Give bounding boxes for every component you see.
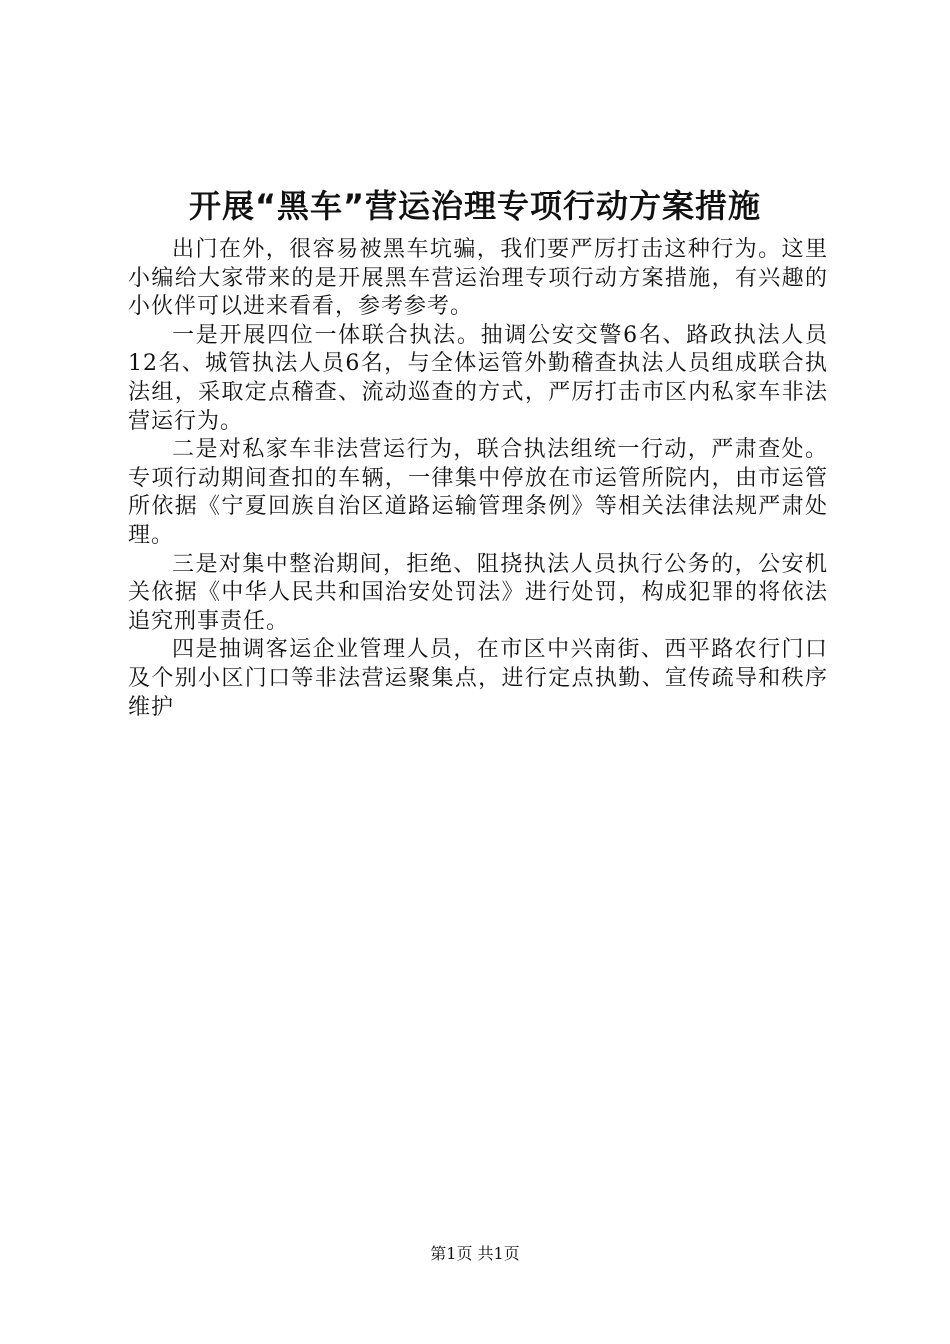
paragraph-item-3: 三是对集中整治期间，拒绝、阻挠执法人员执行公务的，公安机关依据《中华人民共和国治安处罚法》进行处罚，构成犯罪的将依法追究刑事责任。 xyxy=(128,551,828,634)
paragraph-item-1: 一是开展四位一体联合执法。抽调公安交警6名、路政执法人员12名、城管执法人员6名，与全体运管外勤稽查执法人员组成联合执法组，采取定点稽查、流动巡查的方式，严厉打击市区内私家车非法营运行为。 xyxy=(128,322,828,434)
document-body xyxy=(128,236,828,722)
page-footer: 第1页 共1页 xyxy=(430,1244,520,1263)
paragraph-item-4: 四是抽调客运企业管理人员，在市区中兴南街、西平路农行门口及个别小区门口等非法营运聚集点，进行定点执勤、宣传疏导和秩序维护 xyxy=(128,637,828,720)
paragraph-intro: 出门在外，很容易被黑车坑骗，我们要严厉打击这种行为。这里小编给大家带来的是开展黑车营运治理专项行动方案措施，有兴趣的小伙伴可以进来看看，参考参考。 xyxy=(128,237,828,320)
document-title: 开展“黑车”营运治理专项行动方案措施 xyxy=(188,187,762,225)
paragraph-item-2: 二是对私家车非法营运行为，联合执法组统一行动，严肃查处。专项行动期间查扣的车辆，一律集中停放在市运管所院内，由市运管所依据《宁夏回族自治区道路运输管理条例》等相关法律法规严肃处理。 xyxy=(128,437,828,548)
